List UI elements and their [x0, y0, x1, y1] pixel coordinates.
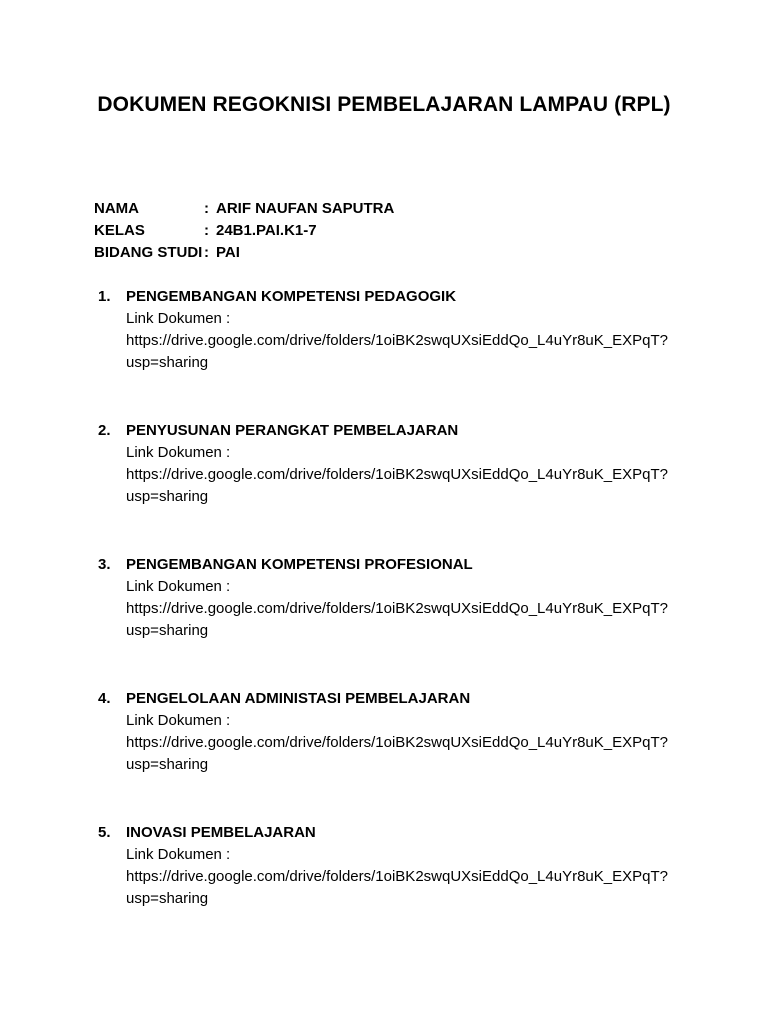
identity-label: KELAS — [94, 222, 145, 239]
document-link[interactable]: https://drive.google.com/drive/folders/1oiBK2swqUXsiEddQo_L4uYr8uK_EXPqT? — [126, 734, 668, 751]
item-heading: PENGEMBANGAN KOMPETENSI PROFESIONAL — [126, 556, 473, 573]
identity-separator: : — [204, 200, 209, 217]
item-number: 5. — [98, 824, 111, 841]
identity-row-bidang-studi — [94, 242, 394, 264]
item-heading: INOVASI PEMBELAJARAN — [126, 824, 316, 841]
identity-value: PAI — [216, 244, 240, 261]
document-link[interactable]: https://drive.google.com/drive/folders/1oiBK2swqUXsiEddQo_L4uYr8uK_EXPqT? — [126, 332, 668, 349]
item-body — [126, 286, 686, 374]
identity-value: ARIF NAUFAN SAPUTRA — [216, 200, 395, 217]
identity-label: NAMA — [94, 200, 139, 217]
link-label: Link Dokumen : — [126, 578, 231, 595]
item-body — [126, 688, 686, 776]
link-label: Link Dokumen : — [126, 310, 231, 327]
item-body — [126, 420, 686, 508]
item-number: 3. — [98, 556, 111, 573]
item-heading: PENGELOLAAN ADMINISTASI PEMBELAJARAN — [126, 690, 471, 707]
identity-value: 24B1.PAI.K1-7 — [216, 222, 317, 239]
identity-row-kelas — [94, 220, 394, 242]
item-number: 1. — [98, 288, 111, 305]
document-link[interactable]: https://drive.google.com/drive/folders/1oiBK2swqUXsiEddQo_L4uYr8uK_EXPqT? — [126, 868, 668, 885]
document-link[interactable]: https://drive.google.com/drive/folders/1oiBK2swqUXsiEddQo_L4uYr8uK_EXPqT? — [126, 466, 668, 483]
document-link-continuation[interactable]: usp=sharing — [126, 488, 209, 505]
document-link-continuation[interactable]: usp=sharing — [126, 354, 209, 371]
document-link-continuation[interactable]: usp=sharing — [126, 756, 209, 773]
document-link[interactable]: https://drive.google.com/drive/folders/1oiBK2swqUXsiEddQo_L4uYr8uK_EXPqT? — [126, 600, 668, 617]
link-label: Link Dokumen : — [126, 846, 231, 863]
link-label: Link Dokumen : — [126, 444, 231, 461]
identity-row-nama — [94, 198, 394, 220]
identity-block — [94, 198, 394, 264]
item-number: 2. — [98, 422, 111, 439]
document-link-continuation[interactable]: usp=sharing — [126, 622, 209, 639]
document-title: DOKUMEN REGOKNISI PEMBELAJARAN LAMPAU (RPL) — [97, 93, 671, 116]
item-heading: PENGEMBANGAN KOMPETENSI PEDAGOGIK — [126, 288, 457, 305]
identity-label: BIDANG STUDI — [94, 244, 203, 261]
link-label: Link Dokumen : — [126, 712, 231, 729]
identity-separator: : — [204, 222, 209, 239]
document-link-continuation[interactable]: usp=sharing — [126, 890, 209, 907]
identity-separator: : — [204, 244, 209, 261]
item-number: 4. — [98, 690, 111, 707]
item-heading: PENYUSUNAN PERANGKAT PEMBELAJARAN — [126, 422, 459, 439]
item-body — [126, 822, 686, 910]
item-body — [126, 554, 686, 642]
